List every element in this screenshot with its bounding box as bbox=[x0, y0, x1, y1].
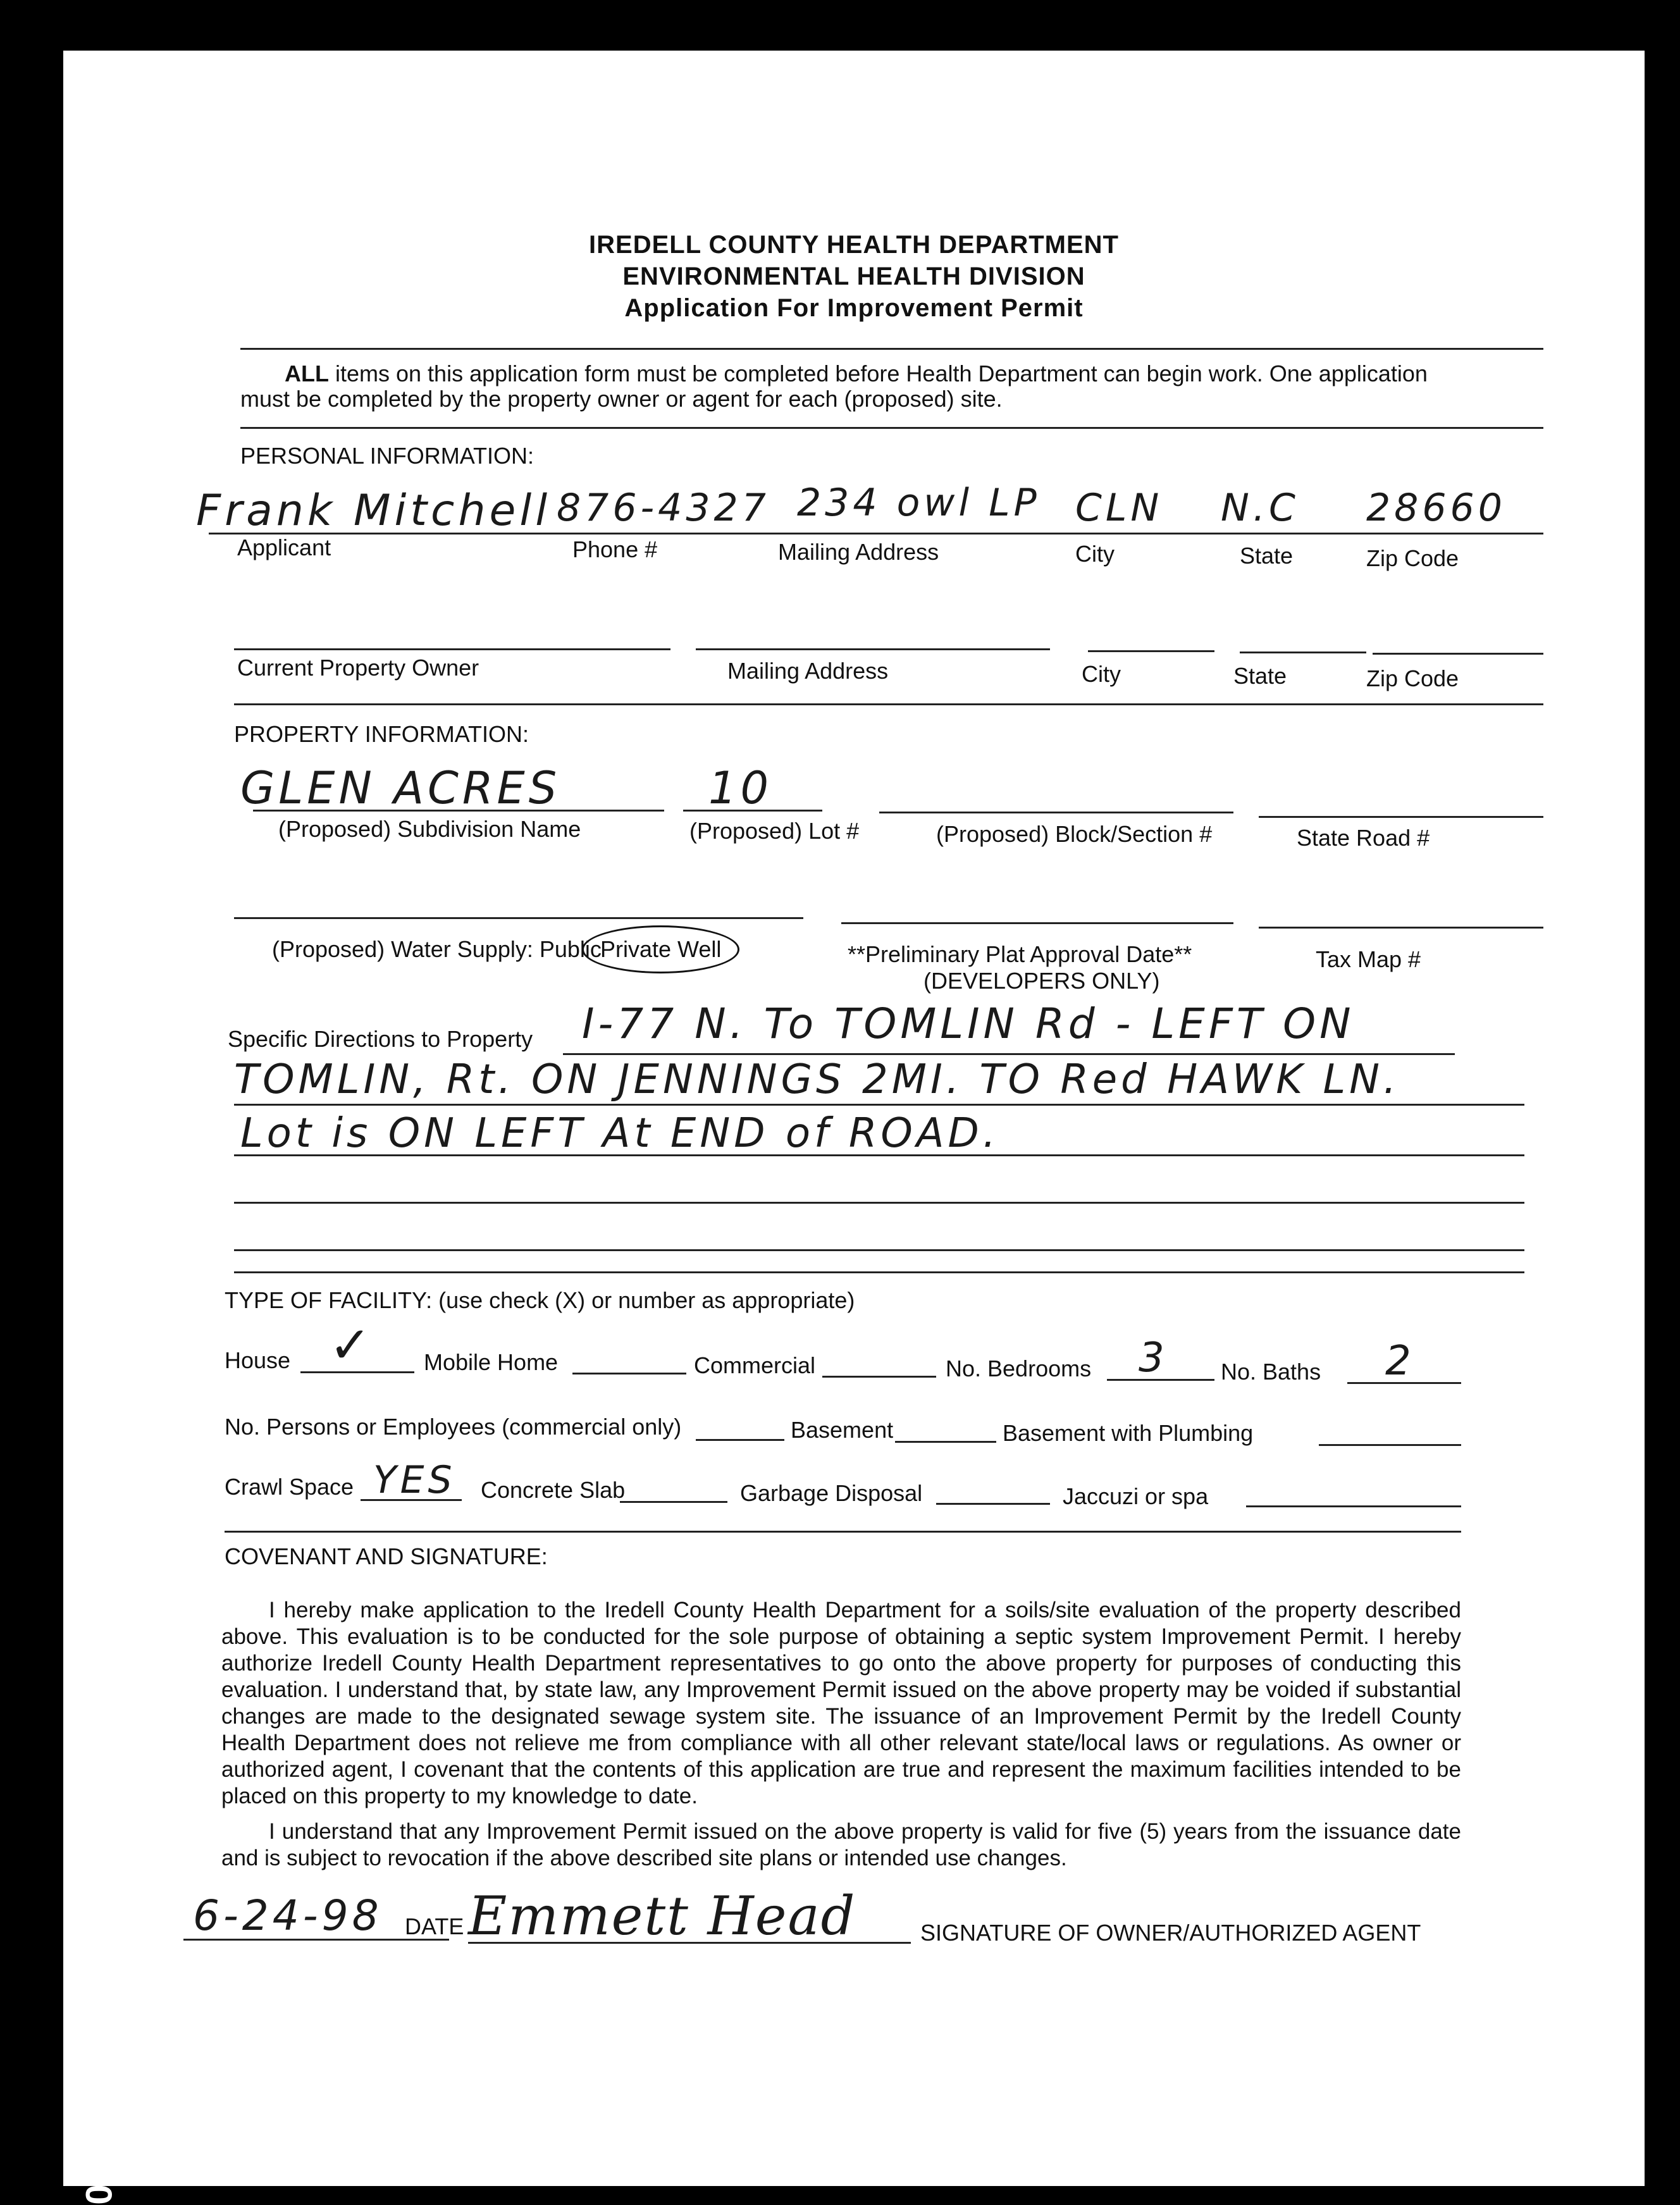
subdivision-label: (Proposed) Subdivision Name bbox=[278, 816, 581, 842]
zip-value[interactable]: 28660 bbox=[1366, 486, 1506, 530]
basement-plumbing-label: Basement with Plumbing bbox=[1003, 1420, 1254, 1446]
intro-bold: ALL bbox=[285, 361, 329, 386]
date-value[interactable]: 6-24-98 bbox=[193, 1891, 383, 1940]
water-line bbox=[234, 917, 803, 919]
application-form bbox=[63, 51, 1645, 2186]
plat-line bbox=[841, 922, 1233, 924]
baths-label: No. Baths bbox=[1221, 1359, 1321, 1385]
form-title-division: ENVIRONMENTAL HEALTH DIVISION bbox=[622, 262, 1085, 290]
directions-rule bbox=[563, 1053, 1455, 1055]
lot-line bbox=[683, 810, 822, 812]
applicant-value[interactable]: Frank Mitchell bbox=[196, 486, 552, 536]
jacuzzi-line bbox=[1246, 1505, 1461, 1507]
basement-label: Basement bbox=[791, 1417, 894, 1443]
property-info-heading: PROPERTY INFORMATION: bbox=[234, 721, 529, 747]
covenant-paragraph-1: I hereby make application to the Iredell County Health Department for a soils/site evaluation of the property described above. This evaluation is to be conducted for the sole purpose of obtaining a septic system Improvement Permit. I hereby authorize Iredell County Health Department representatives to go onto the above property for purposes of conducting this evaluation. I understand that, by state law, any Improvement Permit issued on the above property may be voided if substantial changes are made to the designated sewage system site. The issuance of an Improvement Permit by the Iredell County Health Department does not relieve me from compliance with all other relevant state/local laws or regulations. As owner or authorized agent, I covenant that the contents of this application are true and represent the maximum facilities intended to be placed on this property to my knowledge to date. bbox=[221, 1598, 1461, 1808]
signature-line bbox=[468, 1942, 911, 1944]
taxmap-line bbox=[1259, 927, 1543, 929]
divider bbox=[234, 703, 1543, 705]
city-value[interactable]: CLN bbox=[1075, 486, 1163, 530]
directions-line-2[interactable]: TOMLIN, Rt. ON JENNINGS 2MI. TO Red HAWK LN. bbox=[234, 1056, 1400, 1103]
bedrooms-line bbox=[1107, 1379, 1214, 1381]
garbage-line bbox=[936, 1503, 1050, 1505]
film-index-number: 0 0 2 7 6 8 bbox=[78, 1822, 120, 2205]
phone-label: Phone # bbox=[572, 536, 658, 562]
facility-heading: TYPE OF FACILITY: (use check (X) or number as appropriate) bbox=[225, 1287, 855, 1313]
signature[interactable]: Emmett Head bbox=[468, 1885, 856, 1947]
directions-rule bbox=[234, 1154, 1524, 1156]
crawl-space-label: Crawl Space bbox=[225, 1474, 354, 1500]
directions-rule bbox=[234, 1104, 1524, 1106]
block-label: (Proposed) Block/Section # bbox=[936, 821, 1213, 847]
persons-line bbox=[696, 1439, 784, 1441]
concrete-slab-label: Concrete Slab bbox=[481, 1477, 626, 1503]
applicant-label: Applicant bbox=[237, 534, 331, 560]
lot-label: (Proposed) Lot # bbox=[689, 818, 860, 844]
covenant-paragraph-2: I understand that any Improvement Permit issued on the above property is valid for five (5) years from the issuance date and is subject to revocation if the above described site plans or intended use changes. bbox=[221, 1819, 1461, 1870]
crawl-line bbox=[361, 1499, 462, 1501]
owner-line bbox=[234, 648, 670, 650]
city-label: City bbox=[1075, 541, 1115, 567]
house-line bbox=[300, 1371, 414, 1373]
directions-rule bbox=[234, 1202, 1524, 1204]
state-value[interactable]: N.C bbox=[1221, 486, 1299, 530]
owner-city-label: City bbox=[1082, 661, 1121, 687]
divider bbox=[234, 1271, 1524, 1273]
owner-state-line bbox=[1240, 652, 1366, 653]
commercial-label: Commercial bbox=[694, 1352, 816, 1378]
mailing-address-value[interactable]: 234 owl LP bbox=[797, 481, 1041, 525]
owner-label: Current Property Owner bbox=[237, 655, 479, 681]
persons-label: No. Persons or Employees (commercial only) bbox=[225, 1414, 682, 1440]
developers-only-label: (DEVELOPERS ONLY) bbox=[923, 968, 1160, 994]
directions-label: Specific Directions to Property bbox=[228, 1026, 533, 1052]
subdivision-value[interactable]: GLEN ACRES bbox=[240, 762, 561, 814]
plat-approval-label: **Preliminary Plat Approval Date** bbox=[848, 941, 1192, 967]
jacuzzi-label: Jaccuzi or spa bbox=[1063, 1483, 1209, 1509]
baths-value[interactable]: 2 bbox=[1385, 1338, 1415, 1385]
owner-zip-line bbox=[1373, 653, 1543, 655]
form-title-department: IREDELL COUNTY HEALTH DEPARTMENT bbox=[589, 231, 1119, 259]
mailing-label: Mailing Address bbox=[778, 539, 939, 565]
divider bbox=[240, 427, 1543, 429]
divider bbox=[225, 1531, 1461, 1533]
owner-city-line bbox=[1088, 650, 1214, 652]
directions-line-3[interactable]: Lot is ON LEFT At END of ROAD. bbox=[240, 1110, 1000, 1157]
intro-line1 bbox=[285, 361, 1428, 387]
zip-label: Zip Code bbox=[1366, 545, 1459, 571]
lot-value[interactable]: 10 bbox=[708, 762, 773, 814]
owner-mailing-label: Mailing Address bbox=[727, 658, 889, 684]
garbage-disposal-label: Garbage Disposal bbox=[740, 1480, 923, 1506]
mobile-home-label: Mobile Home bbox=[424, 1349, 559, 1375]
tax-map-label: Tax Map # bbox=[1316, 946, 1421, 972]
directions-rule bbox=[234, 1249, 1524, 1251]
slab-line bbox=[620, 1501, 727, 1503]
house-check[interactable]: ✓ bbox=[329, 1316, 376, 1374]
water-supply-label: (Proposed) Water Supply: Public bbox=[272, 936, 602, 962]
divider bbox=[240, 348, 1543, 350]
signature-label: SIGNATURE OF OWNER/AUTHORIZED AGENT bbox=[920, 1920, 1421, 1946]
state-label: State bbox=[1240, 543, 1294, 569]
intro-text: items on this application form must be completed before Health Department can begin work. One application bbox=[328, 361, 1428, 386]
road-label: State Road # bbox=[1297, 825, 1430, 851]
directions-line-1[interactable]: I-77 N. To TOMLIN Rd - LEFT ON bbox=[582, 999, 1355, 1048]
personal-info-heading: PERSONAL INFORMATION: bbox=[240, 443, 534, 469]
block-line bbox=[879, 812, 1233, 813]
basement-line bbox=[895, 1441, 996, 1443]
phone-value[interactable]: 876-4327 bbox=[557, 486, 770, 530]
commercial-line bbox=[822, 1376, 936, 1378]
basement-plumbing-line bbox=[1319, 1444, 1461, 1446]
bedrooms-label: No. Bedrooms bbox=[946, 1356, 1092, 1381]
subdivision-line bbox=[253, 810, 664, 812]
private-well-choice[interactable]: Private Well bbox=[582, 925, 739, 973]
road-line bbox=[1259, 816, 1543, 818]
owner-mailing-line bbox=[696, 648, 1050, 650]
owner-state-label: State bbox=[1233, 663, 1287, 689]
baths-line bbox=[1347, 1382, 1461, 1384]
form-title-application: Application For Improvement Permit bbox=[624, 294, 1084, 322]
date-label: DATE bbox=[405, 1913, 464, 1939]
mobile-line bbox=[572, 1373, 686, 1374]
crawl-space-value[interactable]: YES bbox=[373, 1458, 456, 1502]
house-label: House bbox=[225, 1347, 291, 1373]
intro-line2: must be completed by the property owner or agent for each (proposed) site. bbox=[240, 386, 1003, 412]
applicant-line bbox=[209, 533, 1543, 534]
covenant-heading: COVENANT AND SIGNATURE: bbox=[225, 1543, 548, 1569]
owner-zip-label: Zip Code bbox=[1366, 665, 1459, 691]
bedrooms-value[interactable]: 3 bbox=[1139, 1335, 1168, 1381]
